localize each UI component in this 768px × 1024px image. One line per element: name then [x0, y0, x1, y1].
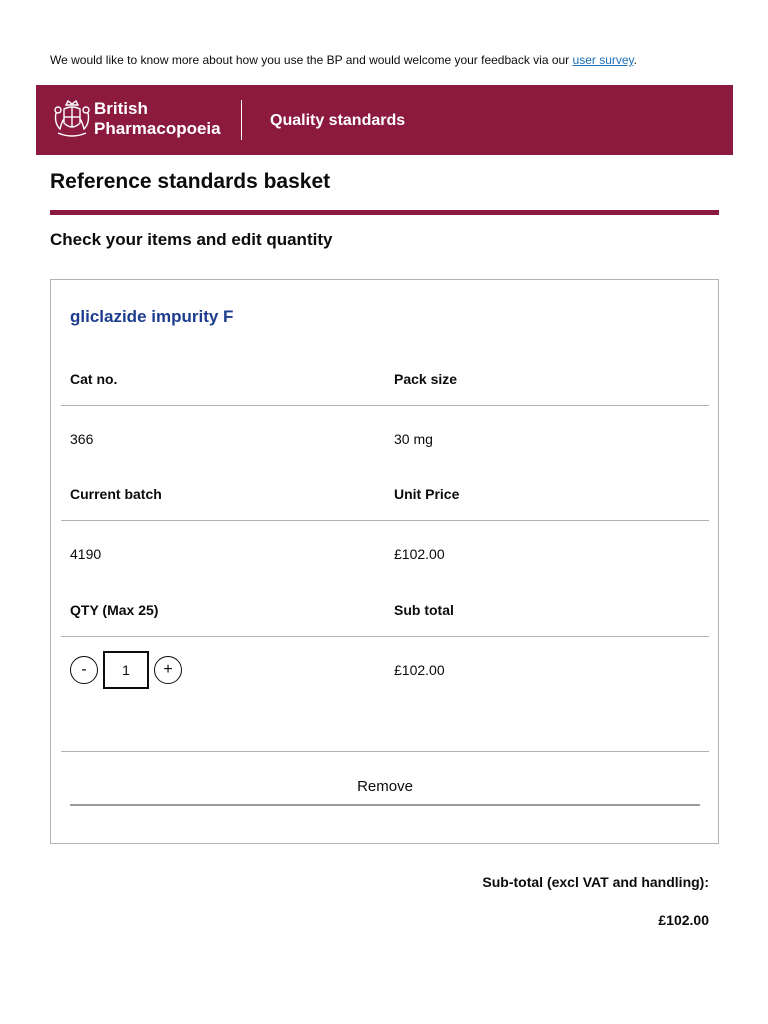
- sub-total-value: £102.00: [394, 662, 445, 678]
- row-divider: [61, 751, 709, 752]
- cat-no-value: 366: [70, 431, 94, 447]
- title-rule: [50, 210, 719, 215]
- basket-subtotal-value: £102.00: [658, 912, 709, 928]
- brand-line-2: Pharmacopoeia: [94, 119, 221, 138]
- product-name[interactable]: gliclazide impurity F: [70, 307, 234, 326]
- pack-size-value: 30 mg: [394, 431, 433, 447]
- unit-price-value: £102.00: [394, 546, 445, 562]
- basket-item-card: [50, 279, 719, 844]
- pack-size-label: Pack size: [394, 371, 458, 387]
- decrease-quantity-button[interactable]: -: [70, 656, 98, 684]
- survey-text: We would like to know more about how you use the BP and would welcome your feedback via our: [50, 53, 570, 67]
- increase-quantity-button[interactable]: +: [154, 656, 182, 684]
- page-title: Reference standards basket: [50, 170, 331, 193]
- sub-total-label: Sub total: [394, 602, 454, 618]
- current-batch-value: 4190: [70, 546, 102, 562]
- quantity-stepper: [70, 651, 182, 689]
- current-batch-label: Current batch: [70, 486, 162, 502]
- page-subheading: Check your items and edit quantity: [50, 230, 333, 249]
- survey-suffix: .: [633, 53, 638, 67]
- row-divider: [61, 636, 709, 637]
- survey-banner: [50, 52, 637, 68]
- remove-item-button[interactable]: Remove: [70, 768, 700, 806]
- header-divider: [241, 100, 242, 140]
- unit-price-label: Unit Price: [394, 486, 460, 502]
- brand-name[interactable]: [94, 99, 221, 139]
- header-section-title[interactable]: Quality standards: [270, 112, 406, 129]
- qty-label: QTY (Max 25): [70, 602, 159, 618]
- row-divider: [61, 405, 709, 406]
- basket-subtotal-label: Sub-total (excl VAT and handling):: [482, 874, 709, 890]
- user-survey-link[interactable]: user survey: [572, 53, 634, 67]
- site-header: [36, 85, 733, 155]
- quantity-input[interactable]: [103, 651, 149, 689]
- royal-crest-icon[interactable]: [50, 97, 94, 141]
- brand-line-1: British: [94, 99, 148, 118]
- row-divider: [61, 520, 709, 521]
- cat-no-label: Cat no.: [70, 371, 118, 387]
